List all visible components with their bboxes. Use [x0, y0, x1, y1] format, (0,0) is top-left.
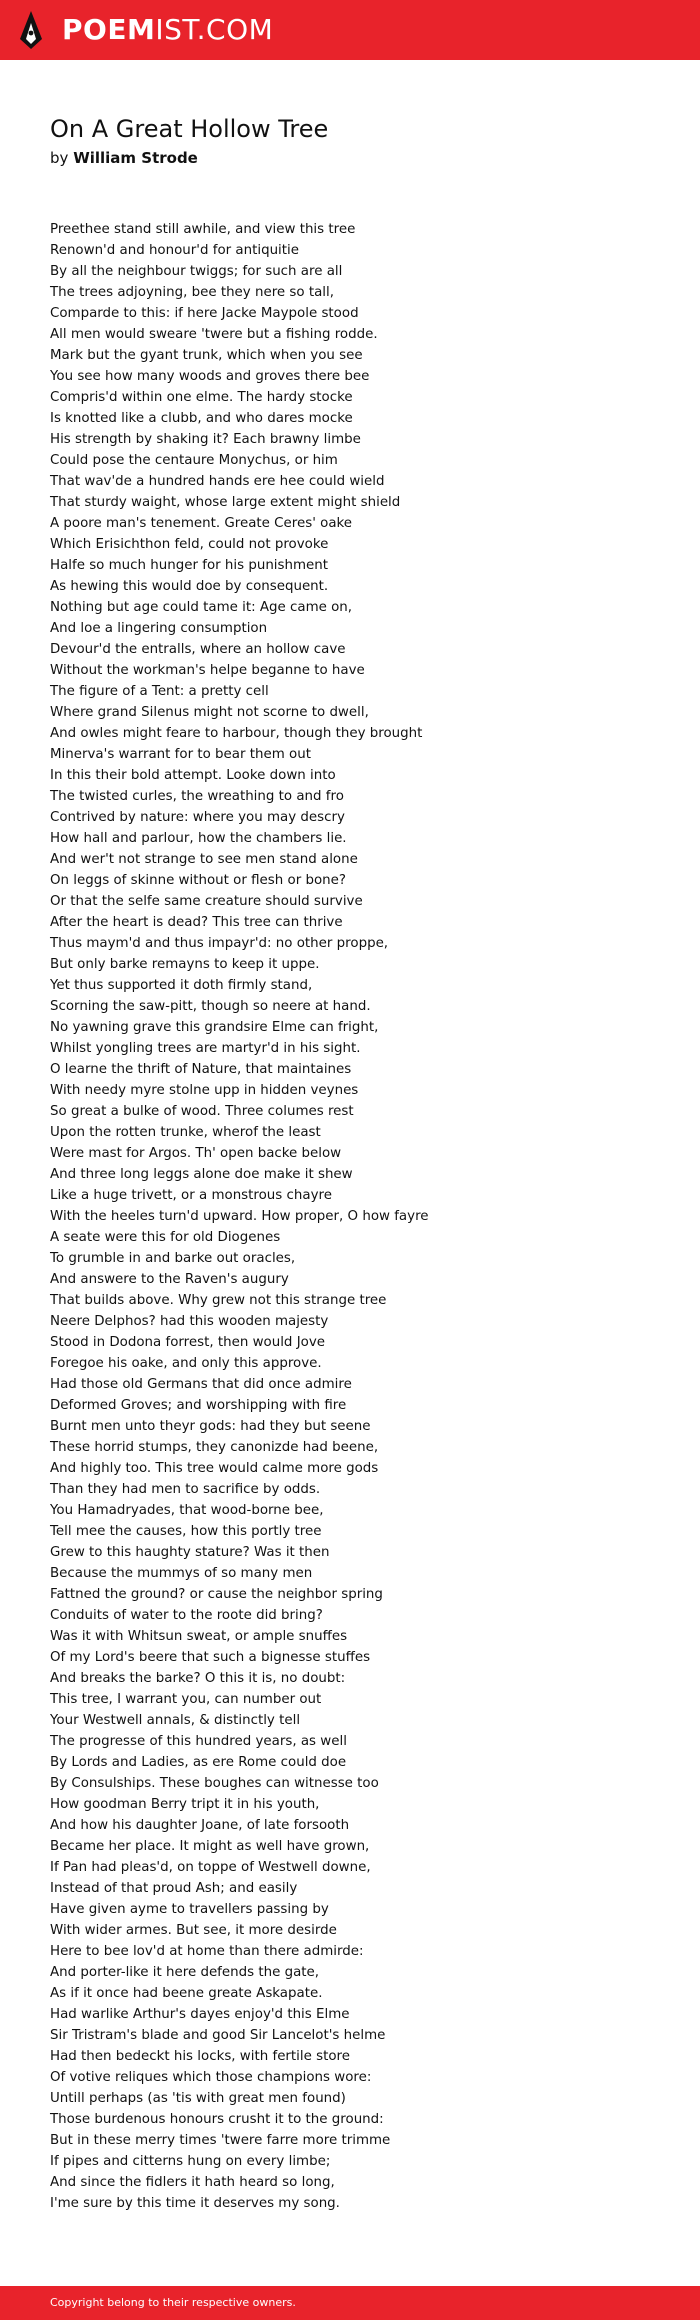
poem-line: And how his daughter Joane, of late forsooth	[50, 1818, 350, 1833]
poem-line: Conduits of water to the roote did bring?	[50, 1608, 323, 1623]
poem-line: Like a huge trivett, or a monstrous chayre	[50, 1188, 332, 1203]
poem-line: Burnt men unto theyr gods: had they but seene	[50, 1419, 371, 1434]
poem-line: Had warlike Arthur's dayes enjoy'd this Elme	[50, 2007, 350, 2022]
poem-line: By Lords and Ladies, as ere Rome could doe	[50, 1755, 347, 1770]
byline	[50, 148, 198, 168]
byline-prefix: by	[50, 149, 69, 167]
poem-line: The trees adjoyning, bee they nere so tall,	[50, 285, 334, 300]
poem-line: Whilst yongling trees are martyr'd in his sight.	[50, 1041, 361, 1056]
poem-line: A poore man's tenement. Greate Ceres' oake	[50, 516, 353, 531]
poem-line: Devour'd the entralls, where an hollow cave	[50, 642, 346, 657]
poem-line: And porter-like it here defends the gate,	[50, 1965, 320, 1980]
poem-line: And highly too. This tree would calme more gods	[50, 1461, 379, 1476]
poem-line: Had those old Germans that did once admire	[50, 1377, 352, 1392]
poem-line: Fattned the ground? or cause the neighbor spring	[50, 1587, 383, 1602]
poem-line: Renown'd and honour'd for antiquitie	[50, 243, 299, 258]
poem-line: Were mast for Argos. Th' open backe below	[50, 1146, 342, 1161]
poem-line: And loe a lingering consumption	[50, 621, 268, 636]
poem-line: Than they had men to sacrifice by odds.	[50, 1482, 321, 1497]
poem-line: As hewing this would doe by consequent.	[50, 579, 329, 594]
poem-line: To grumble in and barke out oracles,	[50, 1251, 296, 1266]
poem-line: After the heart is dead? This tree can thrive	[50, 915, 343, 930]
copyright-notice: Copyright belong to their respective owners.	[50, 2296, 296, 2309]
poem-line: Deformed Groves; and worshipping with fire	[50, 1398, 347, 1413]
poem-line: Comparde to this: if here Jacke Maypole stood	[50, 306, 359, 321]
poem-line: Tell mee the causes, how this portly tree	[50, 1524, 322, 1539]
poem-line: A seate were this for old Diogenes	[50, 1230, 281, 1245]
poem-line: Nothing but age could tame it: Age came on,	[50, 600, 353, 615]
author-link[interactable]: William Strode	[73, 149, 198, 167]
poem-line: I'me sure by this time it deserves my song.	[50, 2196, 340, 2211]
poem-line: By Consulships. These boughes can witnesse too	[50, 1776, 379, 1791]
poem-line: Had then bedeckt his locks, with fertile store	[50, 2049, 350, 2064]
poem-line: And owles might feare to harbour, though they brought	[50, 726, 423, 741]
poem-line: Those burdenous honours crusht it to the ground:	[50, 2112, 384, 2127]
site-logo-link[interactable]	[16, 9, 273, 51]
poem-line: If Pan had pleas'd, on toppe of Westwell downe,	[50, 1860, 371, 1875]
poem-line: How goodman Berry tript it in his youth,	[50, 1797, 320, 1812]
poem-line: Compris'd within one elme. The hardy stocke	[50, 390, 353, 405]
poem-line: Could pose the centaure Monychus, or him	[50, 453, 338, 468]
poem-line: That builds above. Why grew not this strange tree	[50, 1293, 387, 1308]
poem-line: With the heeles turn'd upward. How proper, O how fayre	[50, 1209, 429, 1224]
poem-line: Here to bee lov'd at home than there admirde:	[50, 1944, 364, 1959]
poem-line: This tree, I warrant you, can number out	[50, 1692, 322, 1707]
site-footer	[0, 2286, 700, 2320]
poem-line: Sir Tristram's blade and good Sir Lancelot's helme	[50, 2028, 386, 2043]
poem-line: That sturdy waight, whose large extent might shield	[50, 495, 401, 510]
poem-line: As if it once had beene greate Askapate.	[50, 1986, 323, 2001]
poem-line: His strength by shaking it? Each brawny limbe	[50, 432, 361, 447]
poem-line: Is knotted like a clubb, and who dares mocke	[50, 411, 353, 426]
poem-line: These horrid stumps, they canonizde had beene,	[50, 1440, 379, 1455]
poem-line: With needy myre stolne upp in hidden veynes	[50, 1083, 359, 1098]
poem-line: You see how many woods and groves there bee	[50, 369, 370, 384]
poem-line: Have given ayme to travellers passing by	[50, 1902, 329, 1917]
site-header	[0, 0, 700, 60]
poem-line: Or that the selfe same creature should survive	[50, 894, 363, 909]
poem-line: Mark but the gyant trunk, which when you see	[50, 348, 363, 363]
poem-line: Foregoe his oake, and only this approve.	[50, 1356, 322, 1371]
poem-line: That wav'de a hundred hands ere hee could wield	[50, 474, 385, 489]
poem-line: Became her place. It might as well have grown,	[50, 1839, 370, 1854]
poem-line: And answere to the Raven's augury	[50, 1272, 289, 1287]
poem-line: Which Erisichthon feld, could not provoke	[50, 537, 329, 552]
poem-line: If pipes and citterns hung on every limbe;	[50, 2154, 331, 2169]
poem-line: Instead of that proud Ash; and easily	[50, 1881, 298, 1896]
logo-wordmark	[62, 9, 273, 51]
poem-line: And since the fidlers it hath heard so long,	[50, 2175, 335, 2190]
poem-line: The twisted curles, the wreathing to and fro	[50, 789, 344, 804]
poem-line: Scorning the saw-pitt, though so neere at hand.	[50, 999, 371, 1014]
poem-line: So great a bulke of wood. Three columes rest	[50, 1104, 354, 1119]
poem-line: Halfe so much hunger for his punishment	[50, 558, 329, 573]
logo-wordmark-light: IST.COM	[155, 13, 274, 46]
poem-line: O learne the thrift of Nature, that maintaines	[50, 1062, 352, 1077]
poem-body	[50, 219, 670, 2214]
poem-line: Untill perhaps (as 'tis with great men found)	[50, 2091, 346, 2106]
poem-line: Neere Delphos? had this wooden majesty	[50, 1314, 329, 1329]
pen-nib-icon	[16, 9, 46, 51]
poem-line: In this their bold attempt. Looke down into	[50, 768, 336, 783]
poem-line: Stood in Dodona forrest, then would Jove	[50, 1335, 325, 1350]
poem-title: On A Great Hollow Tree	[50, 115, 329, 143]
poem-line: Where grand Silenus might not scorne to dwell,	[50, 705, 369, 720]
poem-line: All men would sweare 'twere but a fishing rodde.	[50, 327, 378, 342]
logo-wordmark-bold: POEM	[62, 13, 156, 46]
poem-line: And wer't not strange to see men stand alone	[50, 852, 358, 867]
poem-line: And three long leggs alone doe make it shew	[50, 1167, 353, 1182]
poem-line: Was it with Whitsun sweat, or ample snuffes	[50, 1629, 348, 1644]
poem-line: And breaks the barke? O this it is, no doubt:	[50, 1671, 346, 1686]
poem-line: Grew to this haughty stature? Was it then	[50, 1545, 330, 1560]
poem-line: But in these merry times 'twere farre more trimme	[50, 2133, 391, 2148]
poem-line: The figure of a Tent: a pretty cell	[50, 684, 269, 699]
poem-line: By all the neighbour twiggs; for such are all	[50, 264, 343, 279]
poem-line: Contrived by nature: where you may descry	[50, 810, 345, 825]
poem-line: No yawning grave this grandsire Elme can fright,	[50, 1020, 379, 1035]
poem-line: The progresse of this hundred years, as well	[50, 1734, 347, 1749]
poem-line: Of my Lord's beere that such a bignesse stuffes	[50, 1650, 371, 1665]
poem-line: With wider armes. But see, it more desirde	[50, 1923, 337, 1938]
poem-line: Minerva's warrant for to bear them out	[50, 747, 311, 762]
poem-line: Yet thus supported it doth firmly stand,	[50, 978, 313, 993]
poem-line: Of votive reliques which those champions wore:	[50, 2070, 372, 2085]
poem-line: You Hamadryades, that wood-borne bee,	[50, 1503, 324, 1518]
poem-line: Because the mummys of so many men	[50, 1566, 313, 1581]
poem-line: Without the workman's helpe beganne to have	[50, 663, 365, 678]
poem-line: Upon the rotten trunke, wherof the least	[50, 1125, 321, 1140]
poem-line: On leggs of skinne without or flesh or bone?	[50, 873, 346, 888]
poem-line: Preethee stand still awhile, and view this tree	[50, 222, 356, 237]
poem-line: Thus maym'd and thus impayr'd: no other proppe,	[50, 936, 389, 951]
poem-line: Your Westwell annals, & distinctly tell	[50, 1713, 301, 1728]
poem-line: But only barke remayns to keep it uppe.	[50, 957, 320, 972]
poem-line: How hall and parlour, how the chambers lie.	[50, 831, 347, 846]
